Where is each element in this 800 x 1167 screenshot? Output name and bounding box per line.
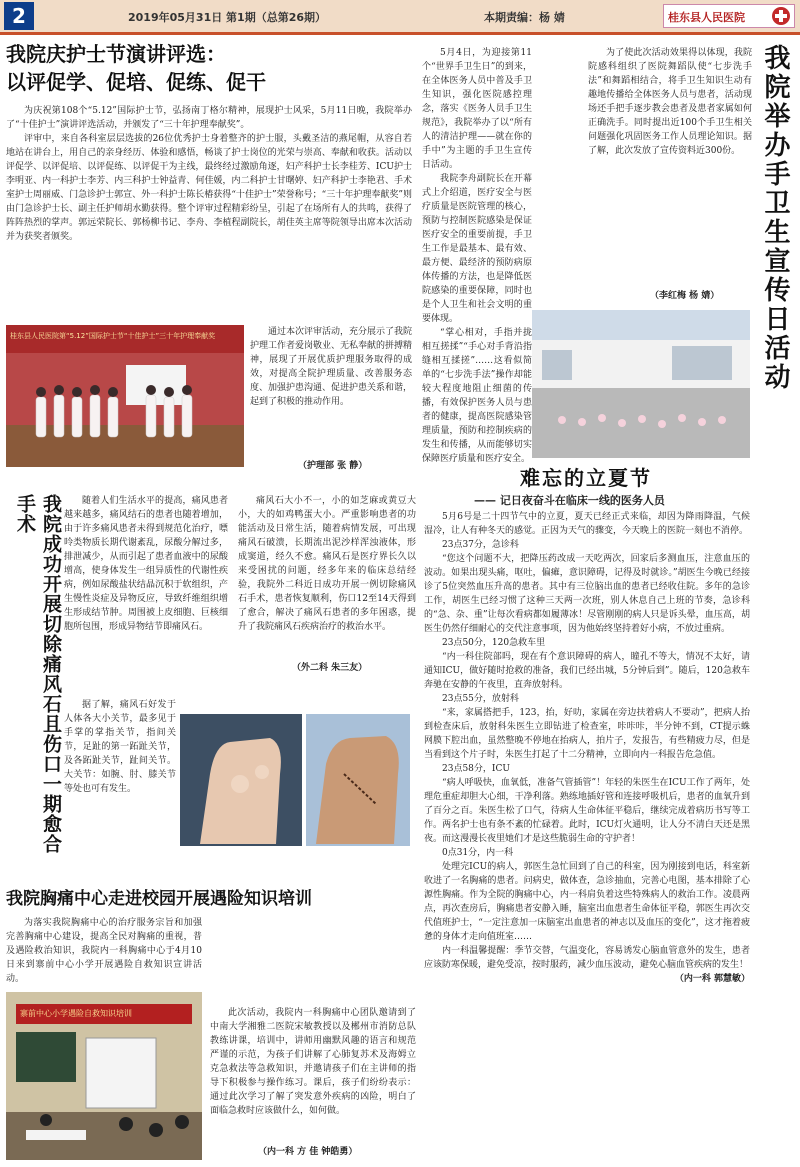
a5-body-col2 — [210, 1006, 416, 1118]
a1-paragraph: 通过本次评审活动，充分展示了我院护理工作者爱岗敬业、无私奉献的拼搏精神，展现了开展优质护理服务取得的成效，对提高全院护理质量、改善服务态度、加强护患沟通、促进护患关系和谐，起到了积极的推动作用。 — [250, 327, 413, 407]
a4-signature: （内一科 郭慧敏） — [674, 974, 750, 984]
hospital-name: 桂东县人民医院 — [668, 11, 745, 24]
a4-paragraph: 内一科温馨提醒：季节交替，气温变化，容易诱发心脑血管意外的发生，患者应该防寒保暖，避免受凉，按时服药，减少血压波动，避免心脑血管疾病的发生！ — [424, 946, 750, 970]
a5-paragraph: 此次活动，我院内一科胸痛中心团队邀请到了中南大学湘雅二医院宋敏教授以及郴州市消防总队教练讲课，培训中，讲师用幽默风趣的语言和规范严谨的示范，为孩子们讲解了心肺复苏术及海姆立克急救法等急救知识，并邀请孩子们在主讲师的指导下积极参与操作练习。课后，孩子们纷纷表示：通过此次学习了解了突发意外疾病的凶险，明白了面临急救时应该做什么，如何做。 — [210, 1008, 416, 1116]
a5-body-col1 — [6, 916, 202, 986]
a2-body-col1 — [422, 46, 532, 466]
a2-paragraph: “掌心相对，手指并拢相互搓揉”“手心对手背沿指缝相互揉搓”……这看似简单的“七步洗手法”操作却能较大程度地阻止细菌的传播，有效保护医务人员与患者的健康，提高医院感染管理质量，预防和控制疾病的发生和传播，从而能够切实保障医疗质量和医疗安全。 — [422, 328, 532, 464]
a4-paragraph: 23点50分，120急救车里 — [442, 638, 546, 648]
a4-paragraph: 23点58分，ICU — [442, 764, 510, 774]
a3-paragraph: 据了解，痛风石好发于人体各大小关节，最多见于手掌的掌指关节，指间关节，足趾的第一跖趾关节，及各跖趾关节，趾间关节。大关节：如腕、肘、膝关节等处也可有发生。 — [64, 700, 176, 794]
a3-body-col1b — [64, 698, 176, 796]
a1-paragraph: 为庆祝第108个“5.12”国际护士节，弘扬南丁格尔精神，展现护士风采，5月11日晚，我院举办了“十佳护士”演讲评选活动，并颁发了“三十年护理奉献奖”。 — [6, 106, 412, 130]
a4-paragraph: 0点31分，内一科 — [442, 848, 514, 858]
a3-photo-hand-before — [180, 714, 302, 846]
a4-paragraph: “病人呼吸快，血氧低，准备气管插管”！年轻的朱医生在ICU工作了两年，处理危重症却胆大心细，干净利落。熟练地插好管和连接呼吸机后，患者的血氧升到了百分之百。朱医生松了口气，待病人生命体征平稳后，继续完成着病历书写等工作。两名护士也有条不紊的忙碌着。此时，ICU灯火通明，让人分不清白天还是黑夜。而这漫漫长夜里她们才是这些脆弱生命的守护者！ — [424, 778, 750, 844]
a3-body-col1 — [64, 494, 228, 634]
a5-signature: （内一科 方 佳 钟皓勇） — [258, 1147, 358, 1157]
a1-headline — [6, 40, 416, 96]
a3-signature: （外二科 朱三友） — [292, 663, 368, 673]
a4-paragraph: “您这个问题不大，把降压药改成一天吃两次，回家后多测血压，注意血压的波动。如果出现头痛，呕吐，偏瘫，意识障碍，记得及时就诊。”胡医生今晚已经接诊了5位突然血压升高的患者。其中有三位脑出血的患者已经收住院。多年的急诊工作，胡医生已经习惯了这种三天两一次班，别人休息自己上班的节奏，急诊科的“急、杂、重”让每次看病都如履薄冰！尽管刚刚的病人只是诉头晕，血压高，胡医生仍然仔细耐心的交代注意事项，因为他始终坚持着好小病，不放过重病。 — [424, 554, 750, 634]
a2-paragraph: 为了使此次活动效果得以体现，我院院感科组织了医院舞蹈队使“七步洗手法”和舞蹈相结合，将手卫生知识生动有趣地传播给全体医务人员与患者，活动现场还手把手逐步教会患者及患者家属如何正确洗手。同时提出近100个手卫生相关问题强化巩固医务工作人员理论知识。据了解，此次发放了宣传资料近300份。 — [588, 48, 752, 156]
a3-headline: 我院成功开展切除痛风石且伤口一期愈合手术 — [14, 494, 62, 854]
a4-paragraph: 23点55分，放射科 — [442, 694, 519, 704]
a1-body-right — [250, 325, 412, 409]
a2-headline: 我院举办手卫生宣传日活动 — [760, 44, 790, 392]
hospital-logo — [663, 4, 795, 28]
a4-headline: 难忘的立夏节 — [520, 466, 652, 490]
a1-title-line1: 我院庆护士节演讲评选： — [6, 42, 226, 66]
editor-label: 本期责编：杨 婧 — [484, 11, 565, 24]
a5-photo-banner: 寨前中心小学遇险自救知识培训 — [20, 1009, 132, 1018]
a5-paragraph: 为落实我院胸痛中心的治疗服务宗旨和加强完善胸痛中心建设，提高全民对胸痛的重视，普及遇险救治知识，我院内一科胸痛中心于4月10日来到寨前中心小学开展遇险自救知识宣讲活动。 — [6, 918, 202, 984]
a1-title-line2: 以评促学、促培、促练、促干 — [6, 70, 266, 94]
a4-paragraph: “内一科住院部吗，现在有个意识障碍的病人，瞳孔不等大，情况不太好，请通知ICU，做好随时抢救的准备，我们已经出城，5分钟后到”。随后，120急救车奔驰在安静的午夜里，直奔放射科。 — [424, 652, 750, 690]
header-rule — [0, 32, 800, 35]
a2-photo-handwash — [532, 310, 750, 458]
a4-paragraph: “来，家属搭把手，123，抬，好叻，家属在旁边扶着病人不要动”，把病人抬到检查床后，放射科朱医生立即钻进了检查室，咔咔咔，半分钟不到，CT提示蛛网膜下腔出血，虽然整晚不停地在抬病人，拍片子，发报告，有些精疲力尽，但是当看到这个片子时，朱医生打起了十二分精神，立即向内一科报告危急值。 — [424, 708, 750, 760]
a2-paragraph: 我院李舟副院长在开幕式上介绍道，医疗安全与医疗质量是医院管理的核心，预防与控制医院感染是保证医疗安全的重要前提，手卫生工作是最基本、最有效、最方便、最经济的预防病原体传播的方法，也是降低医院感染的重要保障，同时也是个人卫生和社会文明的重要体现。 — [422, 174, 532, 324]
a3-body-col2 — [238, 494, 416, 634]
a4-subtitle: —— 记日夜奋斗在临床一线的医务人员 — [474, 494, 665, 507]
a1-photo-nurses — [6, 325, 244, 467]
a1-photo-banner: 桂东县人民医院第“5.12”国际护士节“十佳护士”三十年护理奉献奖 — [10, 332, 216, 340]
red-cross-icon — [771, 6, 791, 26]
a1-paragraph: 评审中，来自各科室层层选拔的26位优秀护士身着整齐的护士服，头戴圣洁的燕尾帽，从容自若地站在讲台上，用自己的亲身经历、体验和感悟，畅谈了护士岗位的光荣与崇高、奉献和收获。活动以评促学、以评促培、以评促练、以评促干为主线，最终经过激励角逐，妇产科护士长李桂芳、ICU护士李明亚、内一科护士李芳、内三科护士钟益青、何佳媛，内二科护士甘曙婷、妇产科护士李艳君、手术室护士周丽威、门急诊护士郭宣、外一科护士陈长椿获得“十佳护士”荣誉称号；“三十年护理奉献奖”则由门急诊护士长、副主任护师胡水勤获得。整个评审过程精彩纷呈，引起了在场所有人的共鸣，获得了阵阵热烈的掌声。郭远荣院长、郭杨柳书记、李舟、李植程副院长，胡佳英主席等院领导出席本次活动并为获奖者颁奖。 — [6, 134, 412, 242]
a3-paragraph: 随着人们生活水平的提高，痛风患者越来越多，痛风结石的患者也随着增加，由于许多痛风患者未得到规范化治疗，嘌呤类物质长期代谢紊乱，尿酸分解过多，排泄减少，从而引起了患者血液中的尿酸增高，使身体发生一组异质性的代谢性疾病，例如尿酸盐状结晶沉积于软组织，产生慢性炎症及异物反应，导致纤维组织增生形成结节肿。周围被上皮细胞、巨核细胞所包围，形成异物结节即痛风石。 — [64, 496, 228, 632]
a5-photo-classroom — [6, 992, 202, 1160]
a3-photo-hand-after — [306, 714, 410, 846]
a2-paragraph: 5月4日，为迎接第11个“世界手卫生日”的到来，在全体医务人员中普及手卫生知识，强化医院感控理念，落实《医务人员手卫生规范》，我院举办了以“所有人的清洁护理——就在你的手中”为主题的手卫生宣传日活动。 — [422, 48, 532, 170]
a2-signature: （李红梅 杨 婧） — [650, 291, 720, 301]
a1-signature: （护理部 张 静） — [298, 461, 368, 471]
a4-body — [424, 510, 750, 1164]
a4-paragraph: 23点37分，急诊科 — [442, 540, 519, 550]
a4-paragraph: 处理完ICU的病人，郭医生急忙回到了自己的科室，因为刚接到电话，科室新收进了一名胸痛的患者。问病史，做体查，急诊抽血，完善心电图，基本排除了心源性胸痛。作为全院的胸痛中心，内一科肩负着这些特殊病人的救治工作。凌晨两点，再次查房后，胸痛患者安静入睡，脑室出血患者生命体征平稳，郭医生再次交代值班护士，“一定注意加一床脑室出血患者的神志以及血压的变化”，这才拖着疲惫的身体才走向值班室…… — [424, 862, 750, 942]
a4-paragraph: 5月6号是二十四节气中的立夏，夏天已经正式来临，却因为降雨降温，气候湿冷，让人有种冬天的感觉。正因为天气的骤变，今天晚上的医院一刻也不消停。 — [424, 512, 750, 536]
a5-headline: 我院胸痛中心走进校园开展遇险知识培训 — [6, 889, 312, 909]
a2-body-col2 — [588, 46, 752, 158]
page-number: 2 — [4, 2, 34, 30]
a3-paragraph: 痛风石大小不一，小的如芝麻或黄豆大小，大的如鸡鸭蛋大小。严重影响患者的功能活动及日常生活，随着病情发展，可出现痛风石破溃，长期流出泥沙样浑浊液体，形成窦道，经久不愈。痛风石是医疗界长久以来受困扰的问题，经多年来的临床总结经验，我院外二科近日成功开展一例切除痛风石手术，患者恢复顺利，伤口12至14天得到了愈合，解决了痛风石患者的多年困惑，提升了我院痛风石疾病治疗的救治水平。 — [238, 496, 416, 632]
issue-date: 2019年05月31日 第1期（总第26期） — [128, 11, 327, 24]
a1-body — [6, 104, 412, 244]
